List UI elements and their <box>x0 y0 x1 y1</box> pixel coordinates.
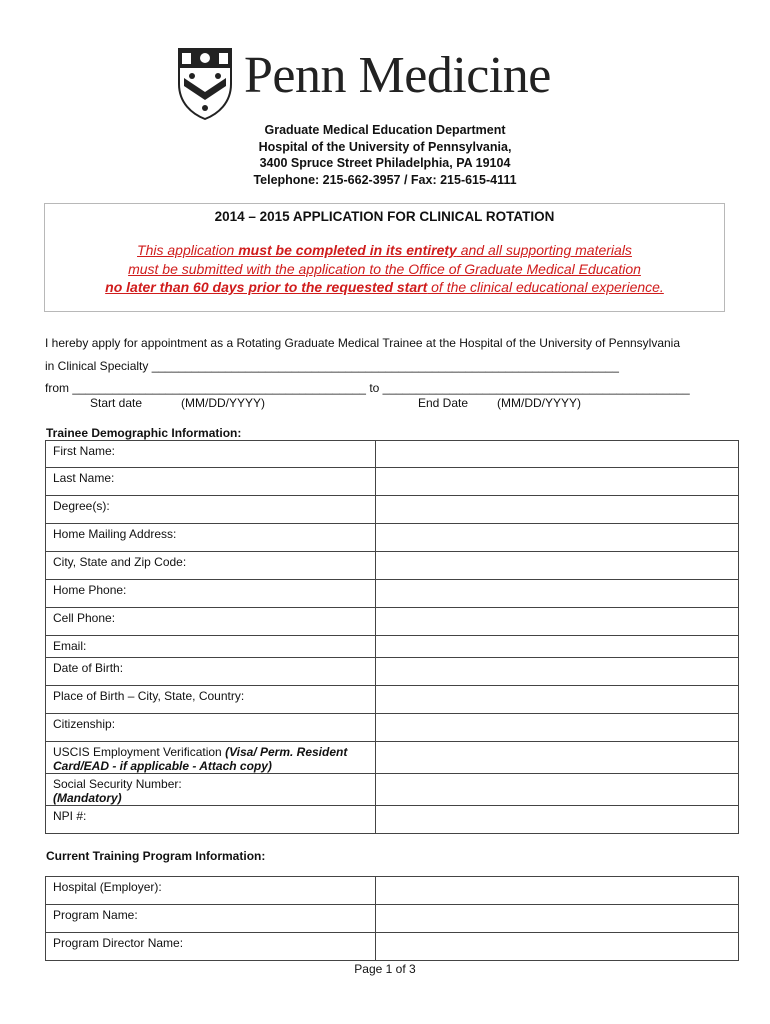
last-name-label: Last Name: <box>46 468 376 496</box>
table-row <box>46 636 739 658</box>
address-line: Telephone: 215-662-3957 / Fax: 215-615-4111 <box>253 172 517 187</box>
notice-emphasis: must be completed in its entirety <box>238 242 457 258</box>
notice-text: must be submitted with the application to the Office of Graduate Medical Education <box>128 260 641 277</box>
table-row <box>46 524 739 552</box>
table-row <box>46 905 739 933</box>
apply-statement: I hereby apply for appointment as a Rotating Graduate Medical Trainee at the Hospital of the University of Pennsylvania <box>45 336 681 350</box>
submission-notice <box>44 241 725 297</box>
citizenship-label: Citizenship: <box>46 714 376 742</box>
penn-shield-logo <box>178 48 232 120</box>
table-row <box>46 774 739 806</box>
citizenship-input[interactable] <box>376 714 739 742</box>
home-phone-input[interactable] <box>376 580 739 608</box>
department-address <box>0 122 770 188</box>
start-date-format: (MM/DD/YYYY) <box>181 396 265 410</box>
cell-phone-input[interactable] <box>376 608 739 636</box>
notice-text: This application <box>137 242 239 258</box>
table-row <box>46 441 739 468</box>
ssn-input[interactable] <box>376 774 739 806</box>
cell-phone-label: Cell Phone: <box>46 608 376 636</box>
home-address-label: Home Mailing Address: <box>46 524 376 552</box>
table-row <box>46 468 739 496</box>
npi-label: NPI #: <box>46 806 376 834</box>
notice-text: of the clinical educational experience. <box>427 279 664 295</box>
notice-text: and all supporting materials <box>456 242 632 258</box>
degrees-input[interactable] <box>376 496 739 524</box>
table-row <box>46 877 739 905</box>
ssn-label-text: Social Security Number: <box>53 777 182 791</box>
table-row <box>46 933 739 961</box>
program-name-label: Program Name: <box>46 905 376 933</box>
clinical-specialty-field[interactable]: in Clinical Specialty ______________________________________________________________________ <box>45 359 619 373</box>
training-table <box>45 876 739 961</box>
table-row <box>46 658 739 686</box>
notice-emphasis: no later than 60 days prior to the requested start <box>105 279 428 295</box>
email-input[interactable] <box>376 636 739 658</box>
degrees-label: Degree(s): <box>46 496 376 524</box>
table-row <box>46 552 739 580</box>
hospital-employer-label: Hospital (Employer): <box>46 877 376 905</box>
home-phone-label: Home Phone: <box>46 580 376 608</box>
date-of-birth-label: Date of Birth: <box>46 658 376 686</box>
table-row <box>46 714 739 742</box>
address-line: Graduate Medical Education Department <box>264 123 506 137</box>
first-name-label: First Name: <box>46 441 376 468</box>
ssn-label <box>46 774 376 806</box>
end-date-format: (MM/DD/YYYY) <box>497 396 581 410</box>
email-label: Email: <box>46 636 376 658</box>
city-state-zip-label: City, State and Zip Code: <box>46 552 376 580</box>
table-row <box>46 580 739 608</box>
first-name-input[interactable] <box>376 441 739 468</box>
program-director-input[interactable] <box>376 933 739 961</box>
training-heading: Current Training Program Information: <box>46 849 266 863</box>
home-address-input[interactable] <box>376 524 739 552</box>
ssn-mandatory-note: (Mandatory) <box>53 791 122 805</box>
address-line: Hospital of the University of Pennsylvania, <box>258 139 512 154</box>
city-state-zip-input[interactable] <box>376 552 739 580</box>
address-line: 3400 Spruce Street Philadelphia, PA 19104 <box>259 156 511 170</box>
uscis-verification-input[interactable] <box>376 742 739 774</box>
end-date-caption: End Date <box>418 396 469 410</box>
last-name-input[interactable] <box>376 468 739 496</box>
table-row <box>46 686 739 714</box>
program-director-label: Program Director Name: <box>46 933 376 961</box>
uscis-label-text: USCIS Employment Verification <box>53 745 226 759</box>
demographics-heading: Trainee Demographic Information: <box>46 426 242 440</box>
table-row <box>46 608 739 636</box>
table-row <box>46 496 739 524</box>
application-title: 2014 – 2015 APPLICATION FOR CLINICAL ROTATION <box>214 209 555 224</box>
logo-wordmark: Penn Medicine <box>244 47 551 104</box>
date-of-birth-input[interactable] <box>376 658 739 686</box>
table-row <box>46 742 739 774</box>
demographics-table <box>45 440 739 834</box>
program-name-input[interactable] <box>376 905 739 933</box>
npi-input[interactable] <box>376 806 739 834</box>
start-date-caption: Start date <box>90 396 143 410</box>
place-of-birth-input[interactable] <box>376 686 739 714</box>
table-row <box>46 806 739 834</box>
page-number: Page 1 of 3 <box>354 962 416 976</box>
uscis-verification-label <box>46 742 376 774</box>
rotation-dates-field[interactable]: from ____________________________________________ to ______________________________________________ <box>45 381 690 395</box>
hospital-employer-input[interactable] <box>376 877 739 905</box>
uscis-label-note: (Visa/ Perm. Resident Card/EAD - if applicable - Attach copy) <box>53 745 348 773</box>
place-of-birth-label: Place of Birth – City, State, Country: <box>46 686 376 714</box>
